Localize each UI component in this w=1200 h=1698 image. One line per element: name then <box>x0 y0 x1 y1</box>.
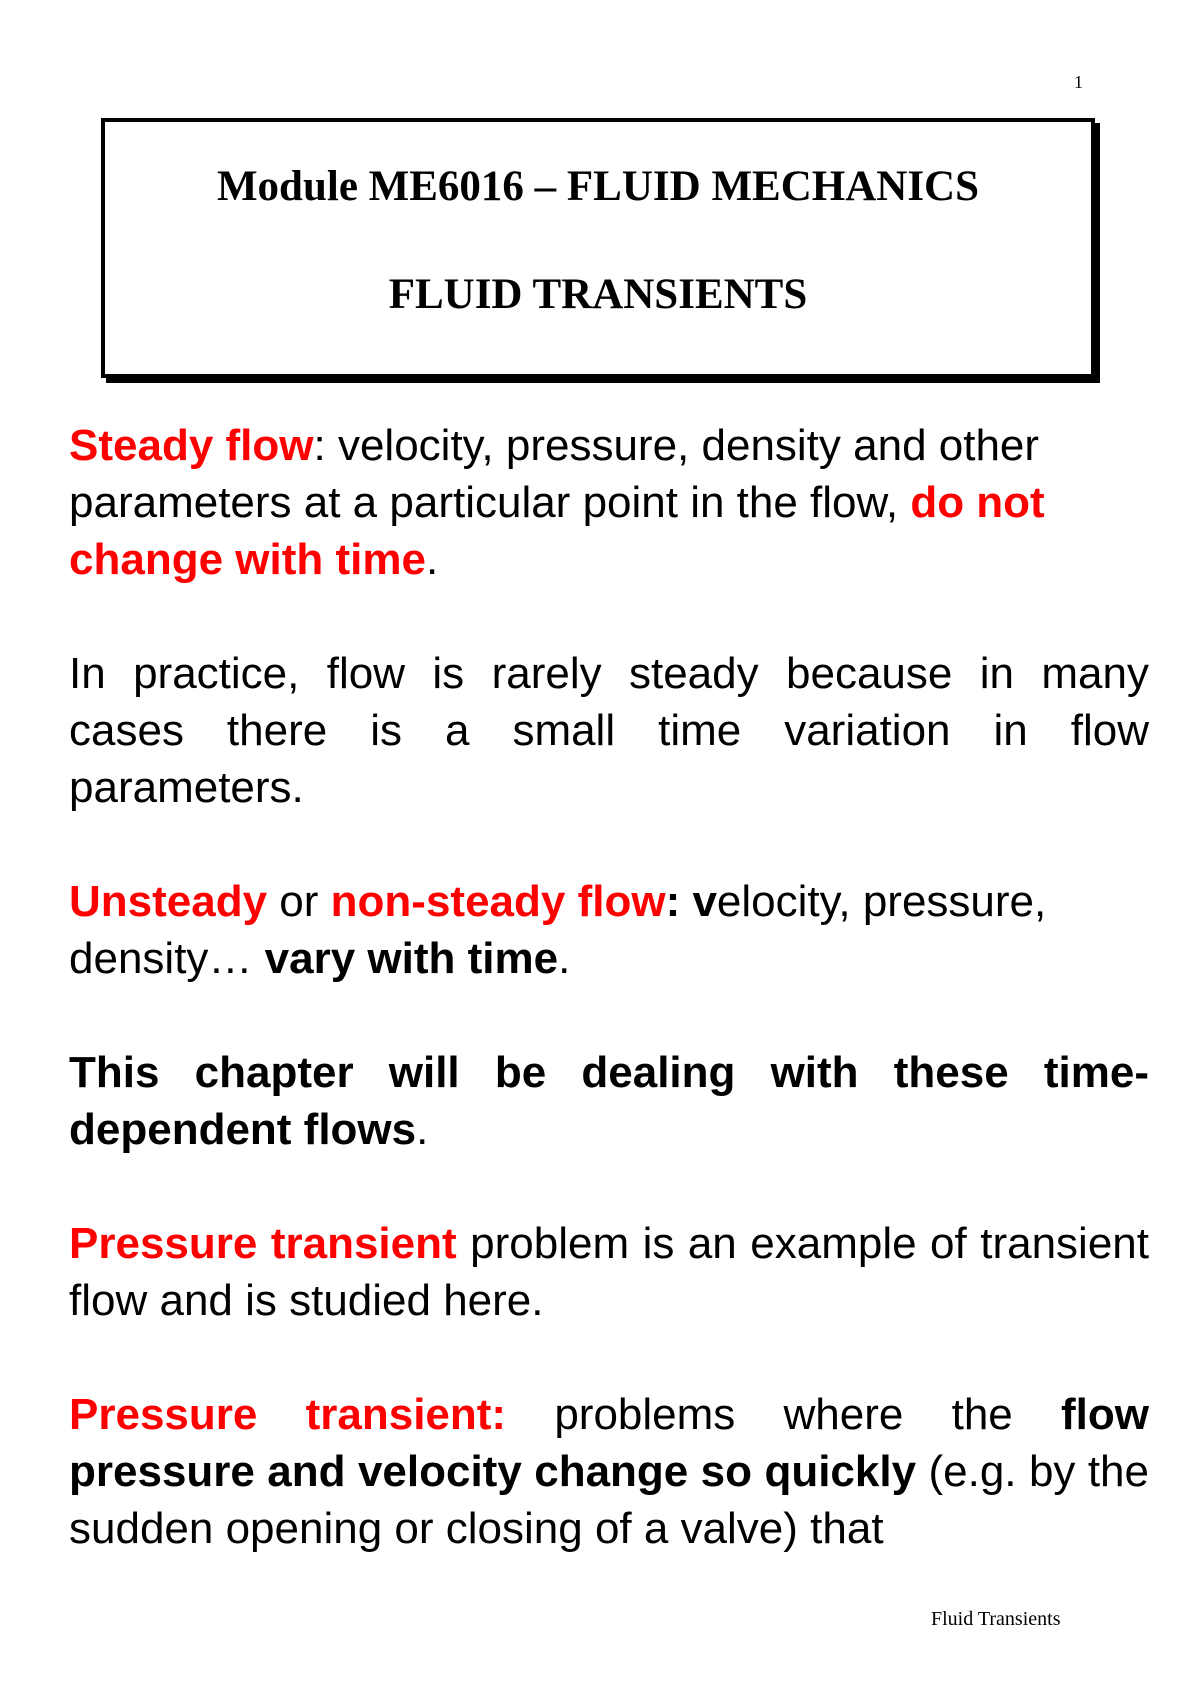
non-steady-term: non-steady flow <box>330 877 666 926</box>
chapter-statement: This chapter will be dealing with these time-dependent flows <box>69 1048 1149 1154</box>
steady-flow-paragraph <box>69 417 1149 588</box>
chapter-title: FLUID TRANSIENTS <box>388 271 808 318</box>
module-title: Module ME6016 – FLUID MECHANICS <box>216 163 980 210</box>
steady-flow-term: Steady flow <box>69 421 314 470</box>
pressure-transient-definition-text1: problems where the <box>506 1390 1062 1439</box>
unsteady-end: . <box>558 934 571 983</box>
pressure-transient-definition-emphasis: flow pressure and velocity change so quickly <box>69 1390 1149 1496</box>
pressure-transient-example-text: problem is an example of transient flow and is studied here. <box>69 1219 1149 1325</box>
unsteady-term: Unsteady <box>69 877 268 926</box>
pressure-transient-definition-text2: (e.g. by the sudden opening or closing of a valve) that <box>69 1447 1149 1553</box>
unsteady-text: elocity, pressure, density… <box>69 877 1047 983</box>
unsteady-colon-v: : v <box>665 877 717 926</box>
unsteady-or: or <box>267 877 331 926</box>
unsteady-flow-paragraph <box>69 873 1149 987</box>
pressure-transient-definition-term: Pressure transient: <box>69 1390 507 1439</box>
chapter-paragraph <box>69 1044 1149 1158</box>
body-content <box>69 417 1149 1614</box>
steady-flow-emphasis: do not change with time <box>69 478 1045 584</box>
page-number: 1 <box>1074 72 1083 92</box>
steady-flow-colon: : <box>313 421 326 470</box>
title-box <box>101 118 1095 378</box>
practice-paragraph: In practice, flow is rarely steady because in many cases there is a small time variation in flow parameters. <box>69 649 1149 812</box>
chapter-end: . <box>416 1105 429 1154</box>
steady-flow-text: velocity, pressure, density and other parameters at a particular point in the flow, <box>69 421 1040 527</box>
pressure-transient-example-paragraph <box>69 1215 1149 1329</box>
unsteady-emphasis: vary with time <box>264 934 559 983</box>
pressure-transient-term: Pressure transient <box>69 1219 457 1268</box>
footer-label: Fluid Transients <box>931 1608 1061 1630</box>
steady-flow-end: . <box>425 535 439 584</box>
pressure-transient-definition-paragraph <box>69 1386 1149 1557</box>
